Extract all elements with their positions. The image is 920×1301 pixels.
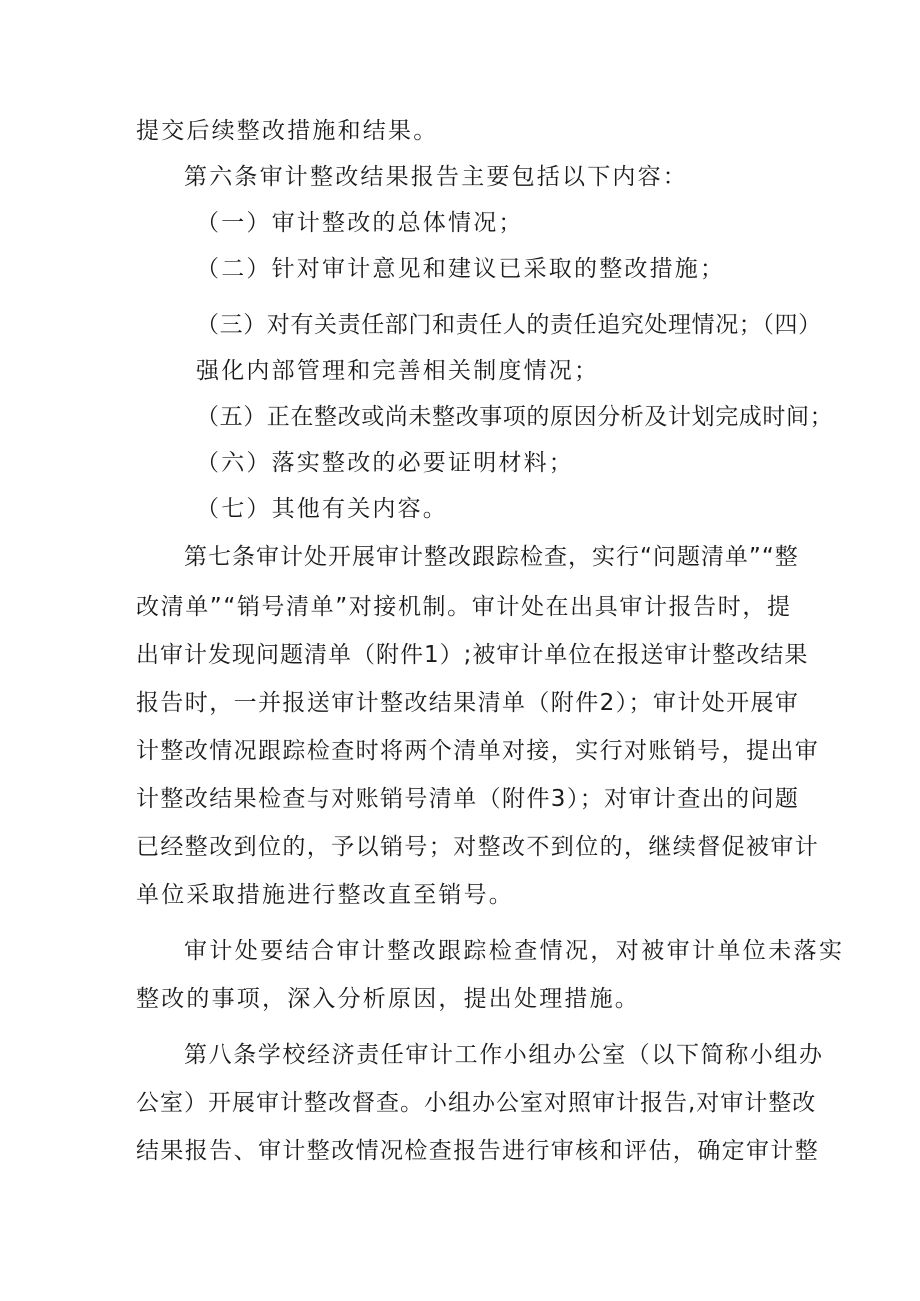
text-line: （五）正在整改或尚未整改事项的原因分析及计划完成时间； bbox=[196, 404, 834, 430]
text-line: （三）对有关责任部门和责任人的责任追究处理情况；（四） bbox=[196, 312, 822, 338]
text-line: 计整改结果检查与对账销号清单（附件3）；对审计查出的问题 bbox=[136, 786, 800, 812]
text-line: （一）审计整改的总体情况； bbox=[196, 210, 524, 236]
text-line: 单位采取措施进行整改直至销号。 bbox=[136, 882, 514, 908]
text-line: 强化内部管理和完善相关制度情况； bbox=[196, 358, 600, 384]
text-line: （七）其他有关内容。 bbox=[196, 496, 448, 522]
text-line: （六）落实整改的必要证明材料； bbox=[196, 450, 574, 476]
text-line: 已经整改到位的，予以销号；对整改不到位的，继续督促被审计 bbox=[136, 834, 820, 860]
text-line: 审计处要结合审计整改跟踪检查情况，对被审计单位未落实 bbox=[184, 938, 845, 964]
text-line: 报告时，一并报送审计整改结果清单（附件2）；审计处开展审 bbox=[136, 690, 800, 716]
text-line: 公室）开展审计整改督查。小组办公室对照审计报告,对审计整改 bbox=[136, 1090, 817, 1116]
text-line: 计整改情况跟踪检查时将两个清单对接，实行对账销号，提出审 bbox=[136, 738, 820, 764]
text-line: 整改的事项，深入分析原因，提出处理措施。 bbox=[136, 986, 640, 1012]
text-line: 提交后续整改措施和结果。 bbox=[136, 118, 439, 144]
text-line: 第八条学校经济责任审计工作小组办公室（以下简称小组办 bbox=[184, 1042, 824, 1068]
text-line: 第六条审计整改结果报告主要包括以下内容： bbox=[184, 164, 688, 190]
text-line: （二）针对审计意见和建议已采取的整改措施； bbox=[196, 256, 726, 282]
text-line: 出审计发现问题清单（附件1）;被审计单位在报送审计整改结果 bbox=[136, 642, 809, 668]
text-line: 第七条审计处开展审计整改跟踪检查，实行“问题清单”“整 bbox=[184, 544, 799, 570]
text-line: 改清单”“销号清单”对接机制。审计处在出具审计报告时，提 bbox=[136, 594, 792, 620]
text-line: 结果报告、审计整改情况检查报告进行审核和评估，确定审计整 bbox=[136, 1138, 820, 1164]
